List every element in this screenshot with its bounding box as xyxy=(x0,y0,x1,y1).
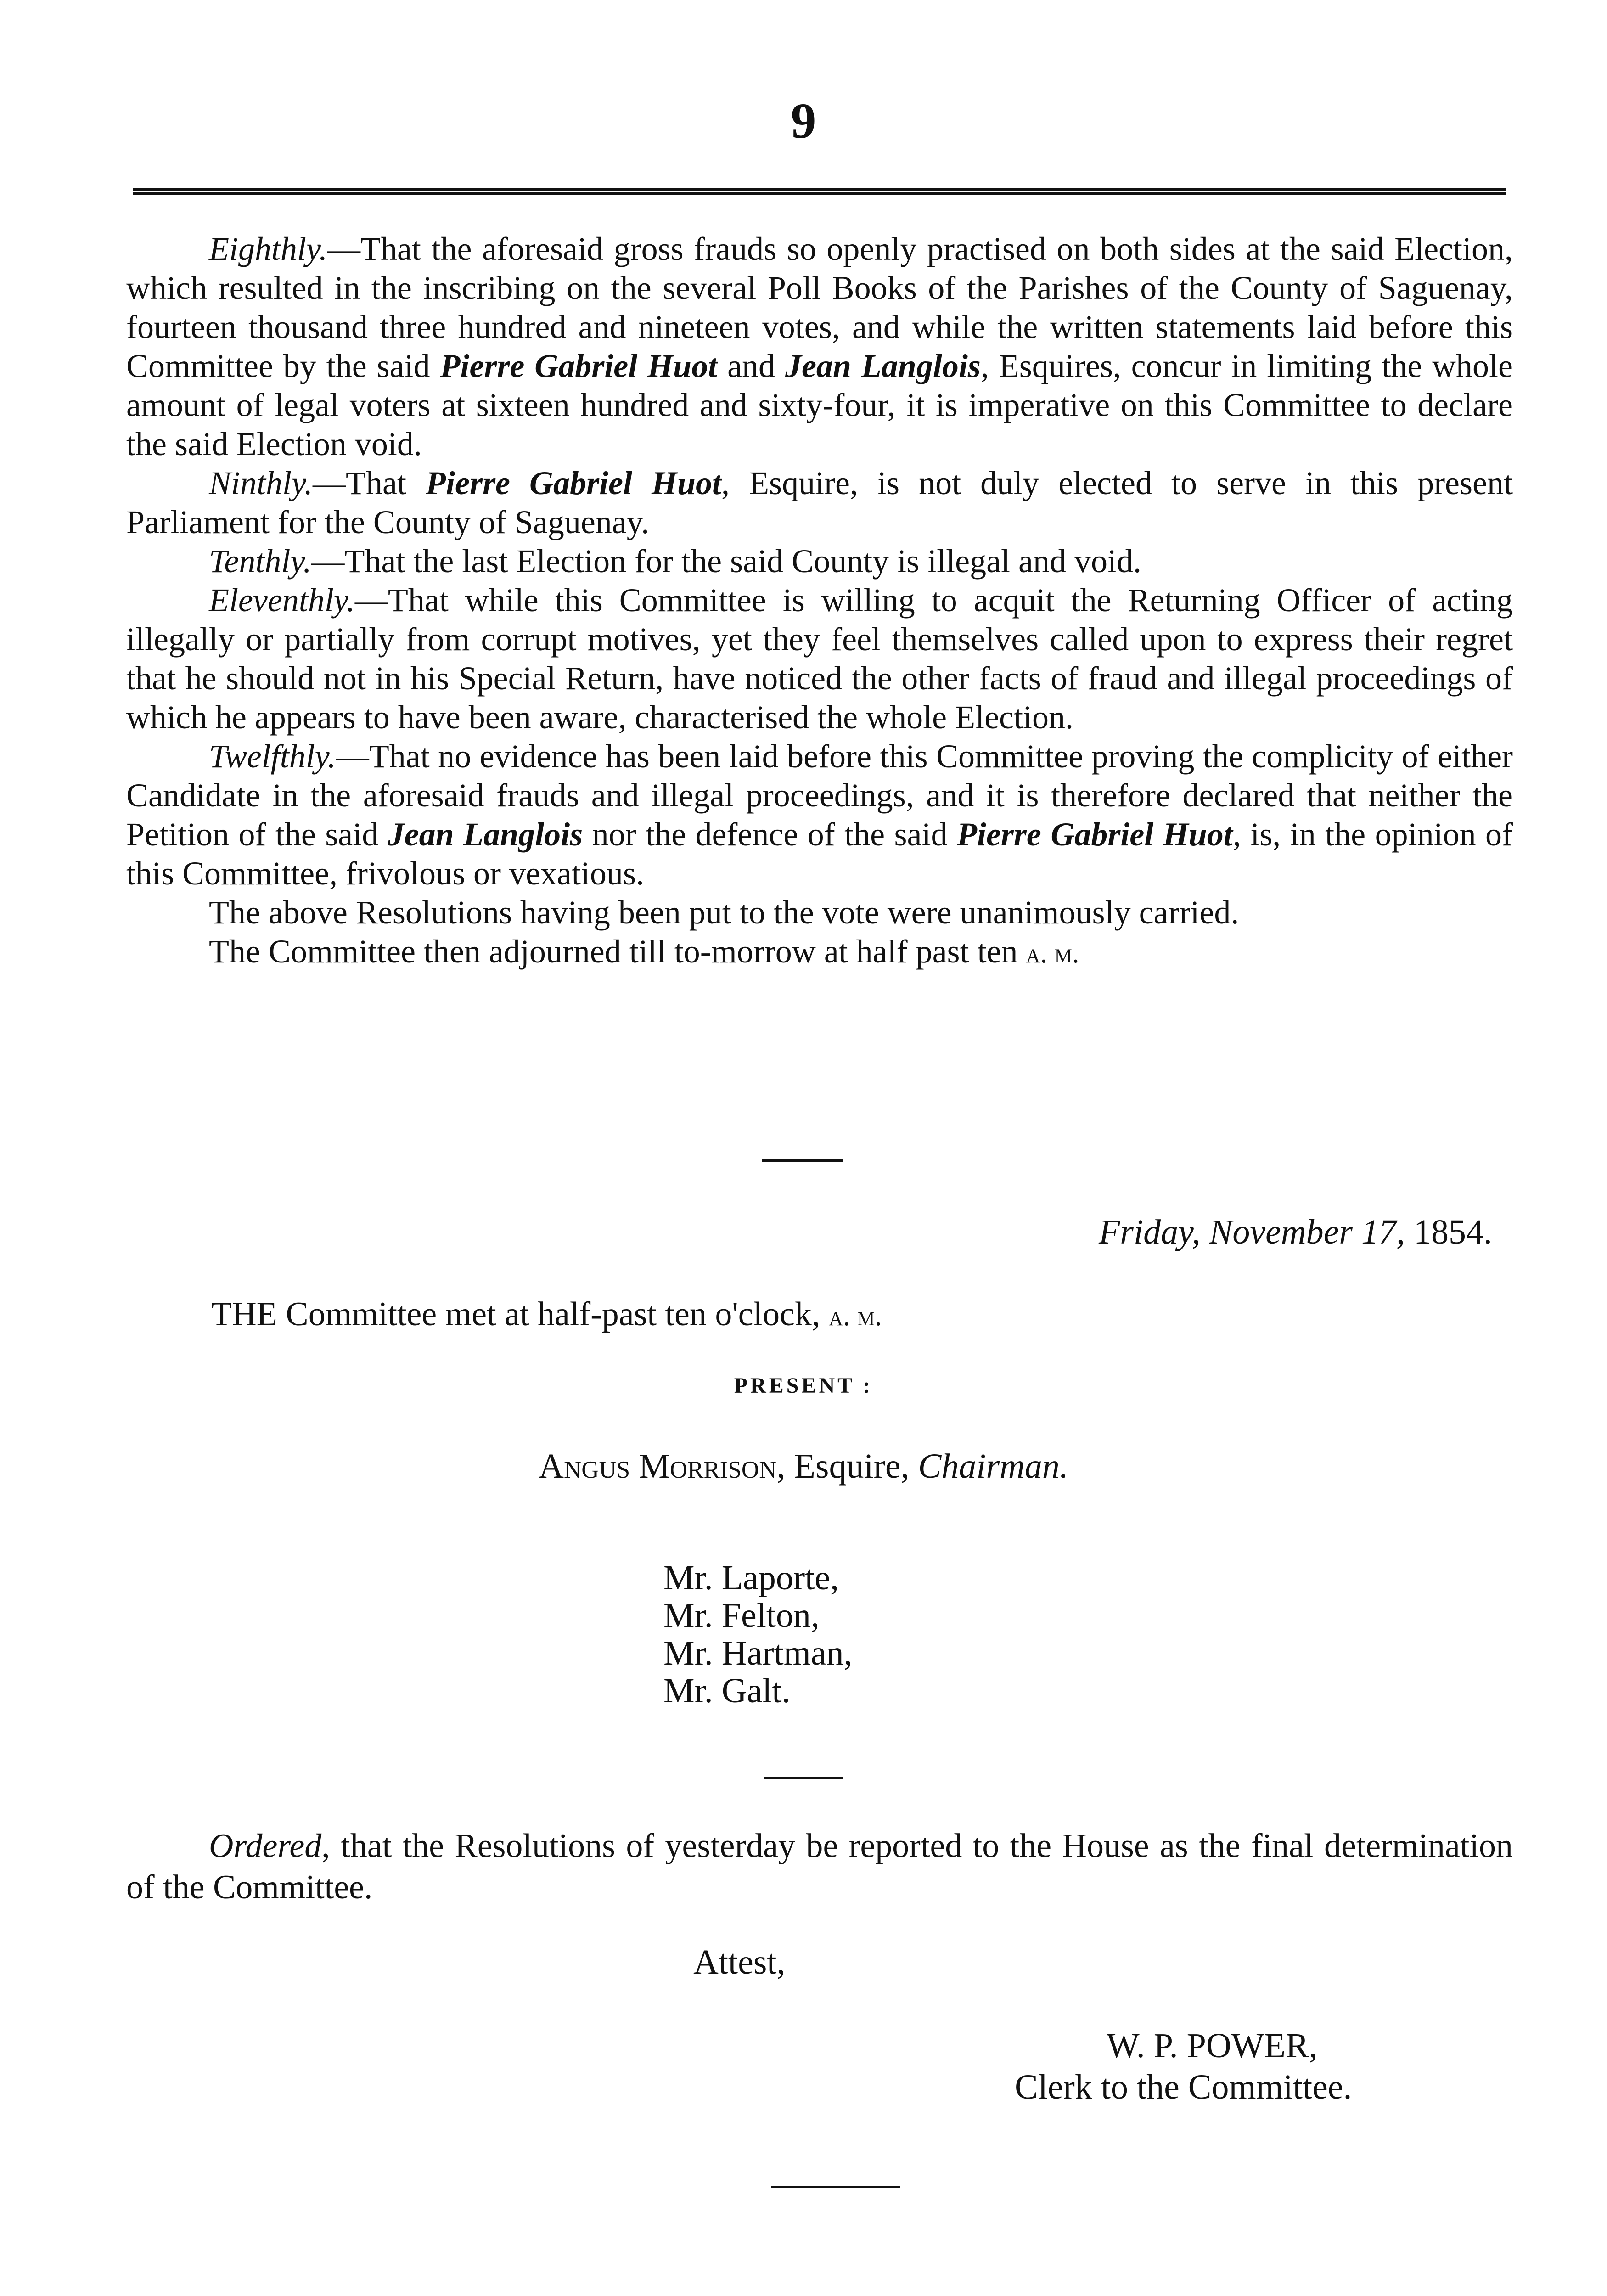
meeting-statement: THE Committee met at half-past ten o'clock, a. m. xyxy=(211,1295,882,1333)
page-number: 9 xyxy=(791,93,816,149)
resolution-label: Eighthly. xyxy=(209,231,327,267)
person-name: Jean Langlois xyxy=(388,816,583,853)
resolution-eighthly: Eighthly.—That the aforesaid gross frauds so openly practised on both sides at the said Election, which resulted in the inscribing on the several Poll Books of the Parishes of the County of Saguenay, fourteen thousand three hundred and nineteen votes, and while the written statements laid before this Committee by the said Pierre Gabriel Huot and Jean Langlois, Esquires, concur in limiting the whole amount of legal voters at sixteen hundred and sixty-four, it is imperative on this Committee to declare the said Election void. xyxy=(126,231,1513,462)
resolution-twelfthly: Twelfthly.—That no evidence has been laid before this Committee proving the complicity of either Candidate in the aforesaid frauds and illegal proceedings, and it is therefore declared that neither the Petition of the said Jean Langlois nor the defence of the said Pierre Gabriel Huot, is, in the opinion of this Committee, frivolous or vexatious. xyxy=(126,738,1513,892)
member-name: Mr. Hartman, xyxy=(663,1634,853,1672)
resolution-label: Tenthly. xyxy=(209,543,312,580)
person-name: Jean Langlois xyxy=(785,348,981,384)
vote-result: The above Resolutions having been put to the vote were unanimously carried. xyxy=(209,894,1239,931)
end-divider xyxy=(771,2186,900,2188)
section-divider xyxy=(762,1159,843,1162)
resolution-label: Twelfthly. xyxy=(209,738,336,775)
clerk-name: W. P. POWER, xyxy=(1107,2026,1318,2065)
resolutions-text xyxy=(126,230,1513,973)
order-paragraph: Ordered, that the Resolutions of yesterday be reported to the House as the final determination of the Committee. xyxy=(126,1827,1513,1906)
resolution-eleventhly: Eleventhly.—That while this Committee is willing to acquit the Returning Officer of acting illegally or partially from corrupt motives, yet they feel themselves called upon to express their regret that he should not in his Special Return, have noticed the other facts of fraud and illegal proceedings of which he appears to have been aware, characterised the whole Election. xyxy=(126,582,1513,736)
section-divider xyxy=(764,1777,843,1779)
person-name: Pierre Gabriel Huot xyxy=(426,465,722,501)
resolution-ninthly: Ninthly.—That Pierre Gabriel Huot, Esquire, is not duly elected to serve in this present Parliament for the County of Saguenay. xyxy=(126,465,1513,540)
resolution-label: Eleventhly. xyxy=(209,582,355,619)
resolution-tenthly: Tenthly.—That the last Election for the said County is illegal and void. xyxy=(209,543,1142,580)
member-name: Mr. Galt. xyxy=(663,1671,791,1710)
signature-block xyxy=(1015,2025,1352,2108)
member-name: Mr. Laporte, xyxy=(663,1559,839,1597)
resolution-label: Ninthly. xyxy=(209,465,313,501)
adjournment-line: The Committee then adjourned till to-morrow at half past ten a. m. xyxy=(209,933,1079,970)
person-name: Pierre Gabriel Huot xyxy=(440,348,718,384)
attest-line: Attest, xyxy=(693,1943,786,1981)
person-name: Pierre Gabriel Huot xyxy=(956,816,1233,853)
member-name: Mr. Felton, xyxy=(663,1596,820,1635)
chairman-line: Angus Morrison, Esquire, Chairman. xyxy=(539,1447,1068,1486)
header-rule xyxy=(133,188,1506,195)
meeting-date: Friday, November 17, 1854. xyxy=(1098,1213,1492,1251)
clerk-title: Clerk to the Committee. xyxy=(1015,2068,1352,2106)
present-label: PRESENT : xyxy=(734,1373,873,1398)
members-list xyxy=(663,1559,853,1710)
